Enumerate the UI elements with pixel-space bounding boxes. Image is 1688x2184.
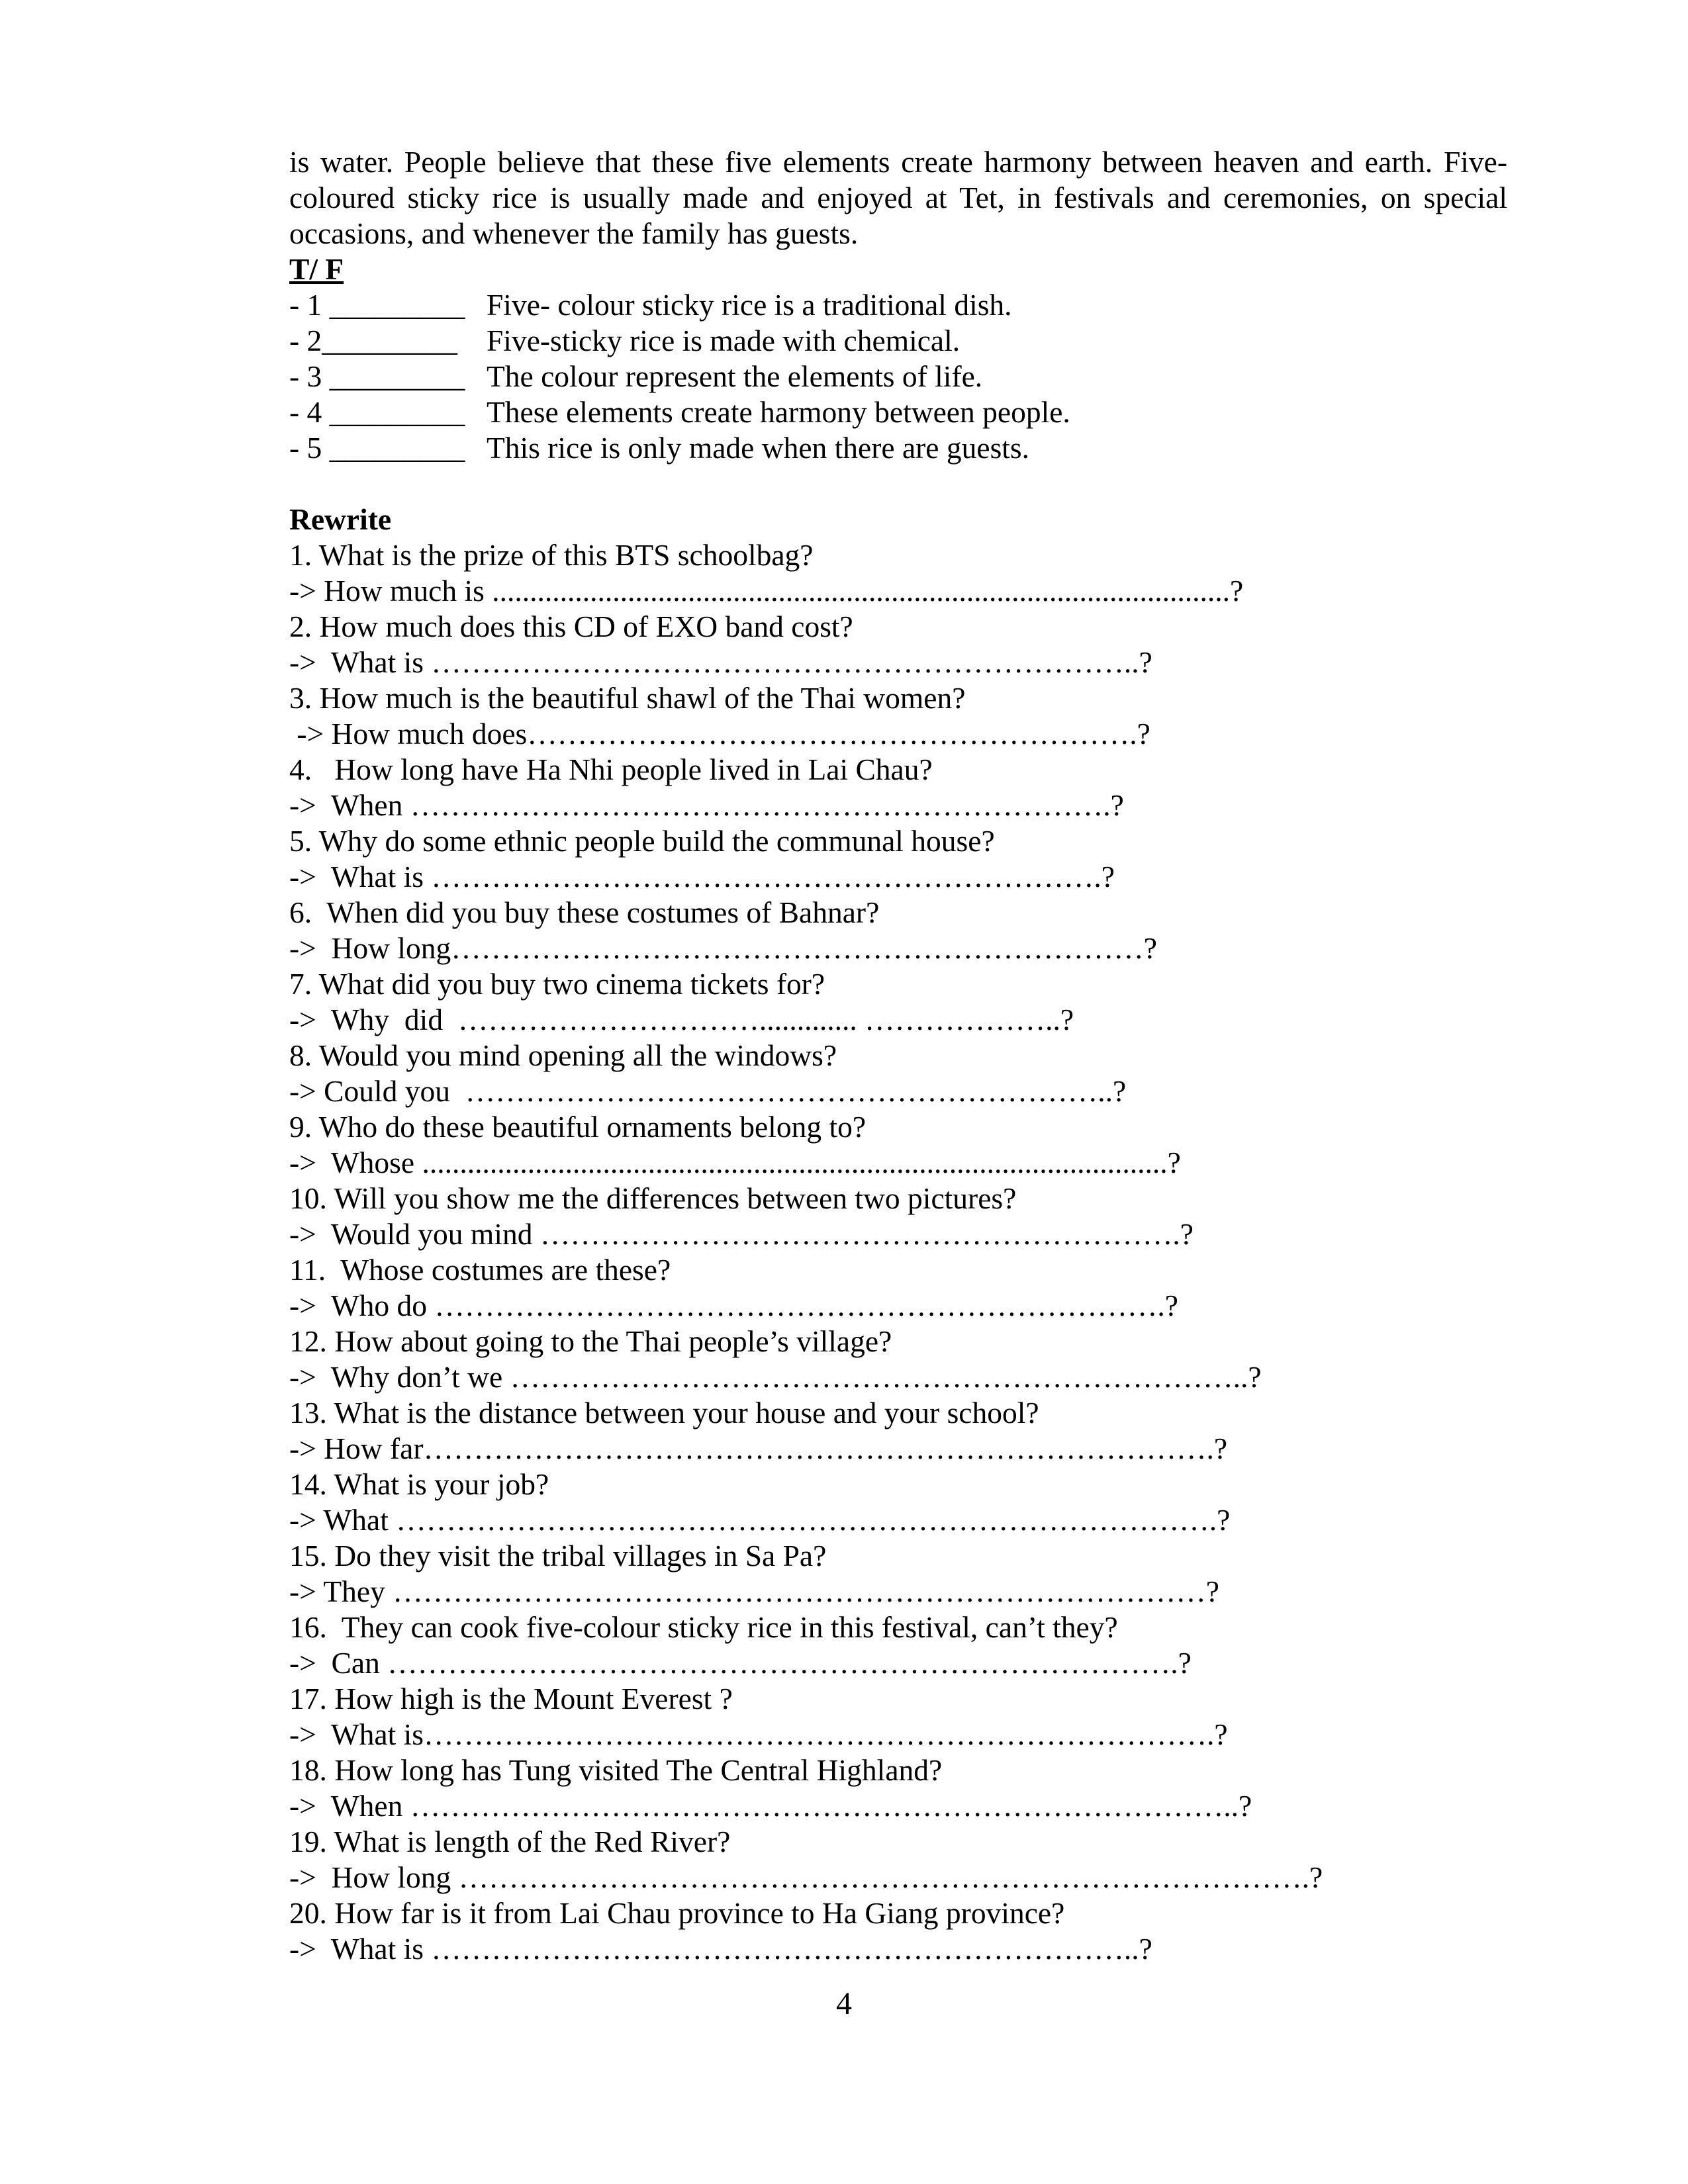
true-false-number: - 2_________: [289, 324, 458, 357]
rewrite-item: [289, 1681, 1507, 1752]
true-false-item: [289, 430, 1507, 466]
rewrite-item: [289, 1395, 1507, 1467]
true-false-item: [289, 287, 1507, 323]
rewrite-question: 3. How much is the beautiful shawl of the Thai women?: [289, 681, 966, 715]
rewrite-question: 16. They can cook five-colour sticky rice in this festival, can’t they?: [289, 1610, 1118, 1644]
rewrite-item: [289, 1467, 1507, 1538]
rewrite-prompt: -> When …………………………………………………………….?: [289, 788, 1124, 822]
rewrite-item: [289, 609, 1507, 680]
rewrite-item: [289, 1252, 1507, 1324]
rewrite-list: [289, 537, 1507, 1967]
true-false-item: [289, 394, 1507, 430]
rewrite-item: [289, 895, 1507, 966]
true-false-number: - 3 _________: [289, 359, 465, 393]
rewrite-item: [289, 1038, 1507, 1109]
rewrite-item: [289, 1538, 1507, 1610]
rewrite-prompt: -> How long……………………………………………………………?: [289, 931, 1157, 965]
rewrite-question: 14. What is your job?: [289, 1467, 549, 1501]
true-false-statement: These elements create harmony between people.: [487, 395, 1070, 429]
passage-paragraph: is water. People believe that these five elements create harmony between heaven and earth. Five-coloured sticky rice is usually made and enjoyed at Tet, in festivals and ceremonies, on special occasions, and whenever the family has guests.: [289, 145, 1507, 250]
true-false-number: - 1 _________: [289, 288, 465, 322]
rewrite-prompt: -> How much does…………………………………………………….?: [289, 717, 1150, 751]
worksheet-page: [289, 144, 1507, 1967]
rewrite-item: [289, 823, 1507, 895]
rewrite-item: [289, 1610, 1507, 1681]
rewrite-prompt: -> What is ……………………………………………………………..?: [289, 1932, 1152, 1966]
true-false-list: [289, 287, 1507, 466]
rewrite-prompt: -> When ………………………………………………………………………..?: [289, 1789, 1252, 1823]
rewrite-prompt: -> How much is ..................................................................................................?: [289, 574, 1244, 608]
rewrite-heading: Rewrite: [289, 502, 392, 536]
rewrite-prompt: -> Could you ………………………………………………………..?: [289, 1074, 1127, 1108]
rewrite-prompt: -> Who do ……………………………………………………………….?: [289, 1289, 1179, 1322]
true-false-item: [289, 323, 1507, 359]
true-false-item: [289, 359, 1507, 394]
rewrite-question: 1. What is the prize of this BTS schoolbag?: [289, 538, 814, 572]
rewrite-question: 11. Whose costumes are these?: [289, 1253, 671, 1287]
true-false-statement: Five- colour sticky rice is a traditional dish.: [487, 288, 1012, 322]
rewrite-item: [289, 1109, 1507, 1181]
rewrite-question: 8. Would you mind opening all the windows?: [289, 1038, 837, 1072]
rewrite-prompt: -> What ……………………………………………………………………….?: [289, 1503, 1231, 1537]
rewrite-prompt: -> What is ………………………………………………………….?: [289, 860, 1115, 893]
rewrite-question: 5. Why do some ethnic people build the communal house?: [289, 824, 995, 858]
rewrite-item: [289, 1895, 1507, 1967]
true-false-statement: This rice is only made when there are guests.: [487, 431, 1029, 465]
page-number: 4: [836, 1986, 852, 2021]
rewrite-prompt: -> How long ………………………………………………………………………….?: [289, 1860, 1323, 1894]
rewrite-prompt: -> Whose ...................................................................................................?: [289, 1146, 1181, 1179]
rewrite-question: 9. Who do these beautiful ornaments belong to?: [289, 1110, 867, 1144]
rewrite-question: 12. How about going to the Thai people’s village?: [289, 1324, 892, 1358]
rewrite-question: 2. How much does this CD of EXO band cost?: [289, 610, 853, 643]
true-false-statement: The colour represent the elements of life.: [487, 359, 983, 393]
rewrite-question: 15. Do they visit the tribal villages in Sa Pa?: [289, 1539, 827, 1572]
rewrite-item: [289, 966, 1507, 1038]
rewrite-prompt: -> Can …………………………………………………………………….?: [289, 1646, 1192, 1680]
rewrite-question: 18. How long has Tung visited The Central Highland?: [289, 1753, 943, 1787]
rewrite-item: [289, 537, 1507, 609]
rewrite-prompt: -> Why don’t we ………………………………………………………………..?: [289, 1360, 1262, 1394]
true-false-number: - 5 _________: [289, 431, 465, 465]
rewrite-question: 17. How high is the Mount Everest ?: [289, 1682, 733, 1715]
rewrite-prompt: -> What is ……………………………………………………………..?: [289, 645, 1152, 679]
rewrite-item: [289, 1324, 1507, 1395]
rewrite-question: 19. What is length of the Red River?: [289, 1825, 731, 1858]
rewrite-prompt: -> What is…………………………………………………………………….?: [289, 1717, 1228, 1751]
rewrite-question: 4. How long have Ha Nhi people lived in Lai Chau?: [289, 752, 933, 786]
rewrite-item: [289, 1752, 1507, 1824]
rewrite-item: [289, 1181, 1507, 1252]
rewrite-question: 7. What did you buy two cinema tickets for?: [289, 967, 825, 1001]
rewrite-question: 6. When did you buy these costumes of Bahnar?: [289, 895, 880, 929]
rewrite-question: 10. Will you show me the differences between two pictures?: [289, 1181, 1017, 1215]
section-spacer: [289, 466, 1507, 502]
true-false-number: - 4 _________: [289, 395, 465, 429]
rewrite-item: [289, 680, 1507, 752]
rewrite-item: [289, 1824, 1507, 1895]
rewrite-prompt: -> Would you mind ……………………………………………………….?: [289, 1217, 1194, 1251]
rewrite-item: [289, 752, 1507, 823]
rewrite-question: 13. What is the distance between your house and your school?: [289, 1396, 1039, 1430]
rewrite-prompt: -> Why did …………………………............. ………………..?: [289, 1003, 1074, 1036]
rewrite-prompt: -> They ………………………………………………………………………?: [289, 1574, 1219, 1608]
rewrite-prompt: -> How far…………………………………………………………………….?: [289, 1432, 1228, 1465]
true-false-heading: T/ F: [289, 252, 344, 286]
true-false-statement: Five-sticky rice is made with chemical.: [487, 324, 961, 357]
rewrite-question: 20. How far is it from Lai Chau province to Ha Giang province?: [289, 1896, 1065, 1930]
